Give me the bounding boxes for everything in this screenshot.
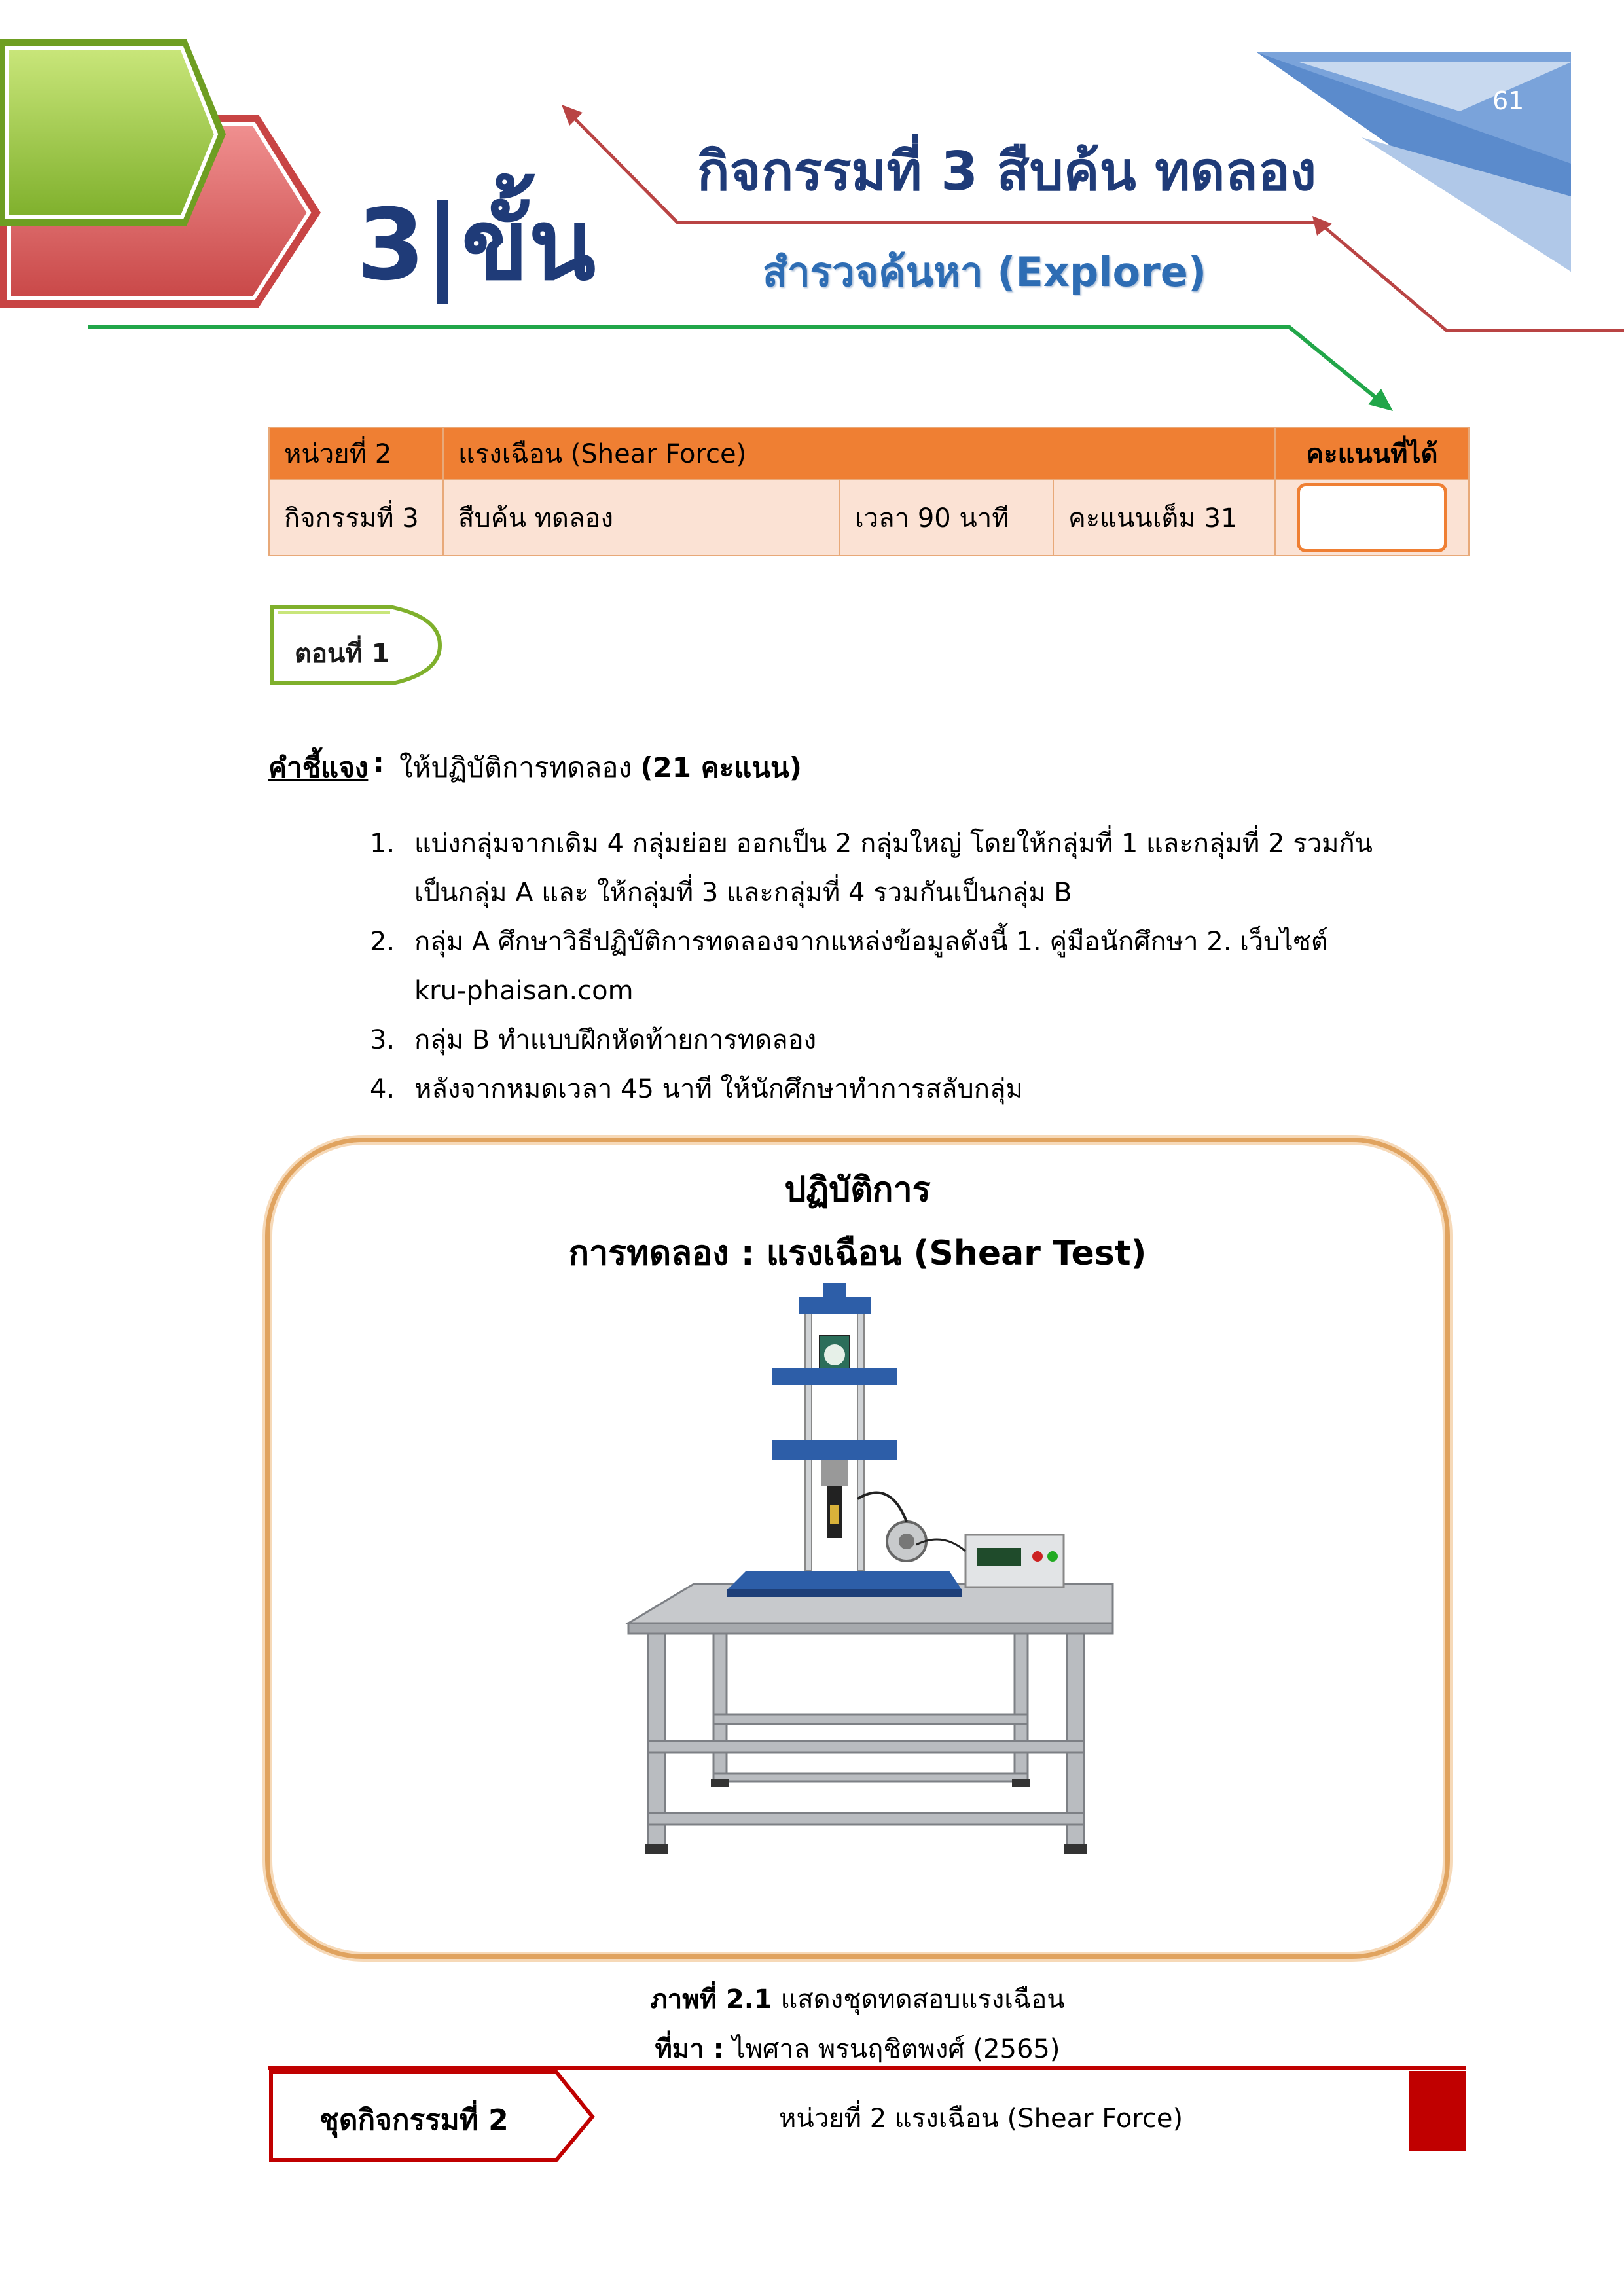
figure-caption (265, 1978, 1450, 2020)
step-line: กลุ่ม A ศึกษาวิธีปฏิบัติการทดลองจากแหล่งข้อมูลดังนี้ 1. คู่มือนักศึกษา 2. เว็บไซต์ (414, 927, 1328, 957)
step-line: เป็นกลุ่ม A และ ให้กลุ่มที่ 3 และกลุ่มที่ 4 รวมกันเป็นกลุ่ม B (414, 878, 1072, 908)
source-text: ไพศาล พรนฤชิตพงศ์ (2565) (732, 2034, 1060, 2064)
score-input-box[interactable] (1297, 483, 1447, 552)
green-chevron-shape (0, 39, 226, 226)
step-divider (437, 200, 448, 304)
activity-time: เวลา 90 นาที (840, 480, 1053, 556)
instruction-step-4 (370, 1065, 1430, 1114)
green-arrow-line (88, 327, 1378, 399)
full-score: คะแนนเต็ม 31 (1053, 480, 1275, 556)
lab-title: ปฏิบัติการ (784, 1170, 931, 1210)
instructions-text (399, 746, 802, 789)
instructions-label: คำชี้แจง (268, 751, 369, 783)
footer-activity-set: ชุดกิจกรรมที่ 2 (319, 2104, 509, 2137)
instruction-steps (370, 819, 1430, 1114)
activity-title: กิจกรรมที่ 3 สืบค้น ทดลอง (697, 141, 1317, 203)
footer-unit: หน่วยที่ 2 แรงเฉือน (Shear Force) (779, 2104, 1183, 2134)
step-line: กลุ่ม B ทำแบบฝึกหัดท้ายการทดลอง (414, 1025, 817, 1055)
info-row-unit (269, 427, 1469, 480)
instruction-step-3 (370, 1016, 1430, 1065)
instructions-points: (21 คะแนน) (640, 751, 802, 783)
instruction-step-1 (370, 819, 1430, 918)
step-num: 2. (370, 927, 395, 957)
shear-test-machine-image (609, 1283, 1132, 1872)
section-tab-label: ตอนที่ 1 (295, 639, 390, 669)
info-row-activity (269, 480, 1469, 556)
header-decoration (0, 0, 1624, 445)
step-num: 4. (370, 1074, 395, 1104)
unit-label: หน่วยที่ 2 (269, 427, 443, 480)
step-num: 1. (370, 829, 395, 859)
step-line: แบ่งกลุ่มจากเดิม 4 กลุ่มย่อย ออกเป็น 2 กลุ่มใหญ่ โดยให้กลุ่มที่ 1 และกลุ่มที่ 2 รวมกัน (414, 829, 1373, 859)
lab-subtitle: การทดลอง : แรงเฉือน (Shear Test) (568, 1234, 1147, 1273)
website-link[interactable]: kru-phaisan.com (414, 976, 634, 1006)
unit-name: แรงเฉือน (Shear Force) (443, 427, 1275, 480)
figure-label: ภาพที่ 2.1 (650, 1984, 772, 2015)
page-number: 61 (1492, 86, 1525, 115)
step-word: ขั้น (461, 188, 596, 302)
step-number: 3 (357, 188, 425, 302)
step-line: หลังจากหมดเวลา 45 นาที ให้นักศึกษาทำการสลับกลุ่ม (414, 1074, 1023, 1104)
source-label: ที่มา : (655, 2034, 724, 2064)
score-cell (1275, 480, 1469, 556)
score-header: คะแนนที่ได้ (1275, 427, 1469, 480)
phase-title: สำรวจค้นหา (Explore) (763, 248, 1207, 296)
instruction-step-2 (370, 918, 1430, 1016)
instructions-body: ให้ปฏิบัติการทดลอง (399, 751, 632, 783)
activity-label: กิจกรรมที่ 3 (269, 480, 443, 556)
step-num: 3. (370, 1025, 395, 1055)
figure-text: แสดงชุดทดสอบแรงเฉือน (780, 1984, 1065, 2015)
activity-name: สืบค้น ทดลอง (443, 480, 840, 556)
activity-info-table (268, 427, 1470, 556)
instructions-colon: : (373, 746, 384, 778)
